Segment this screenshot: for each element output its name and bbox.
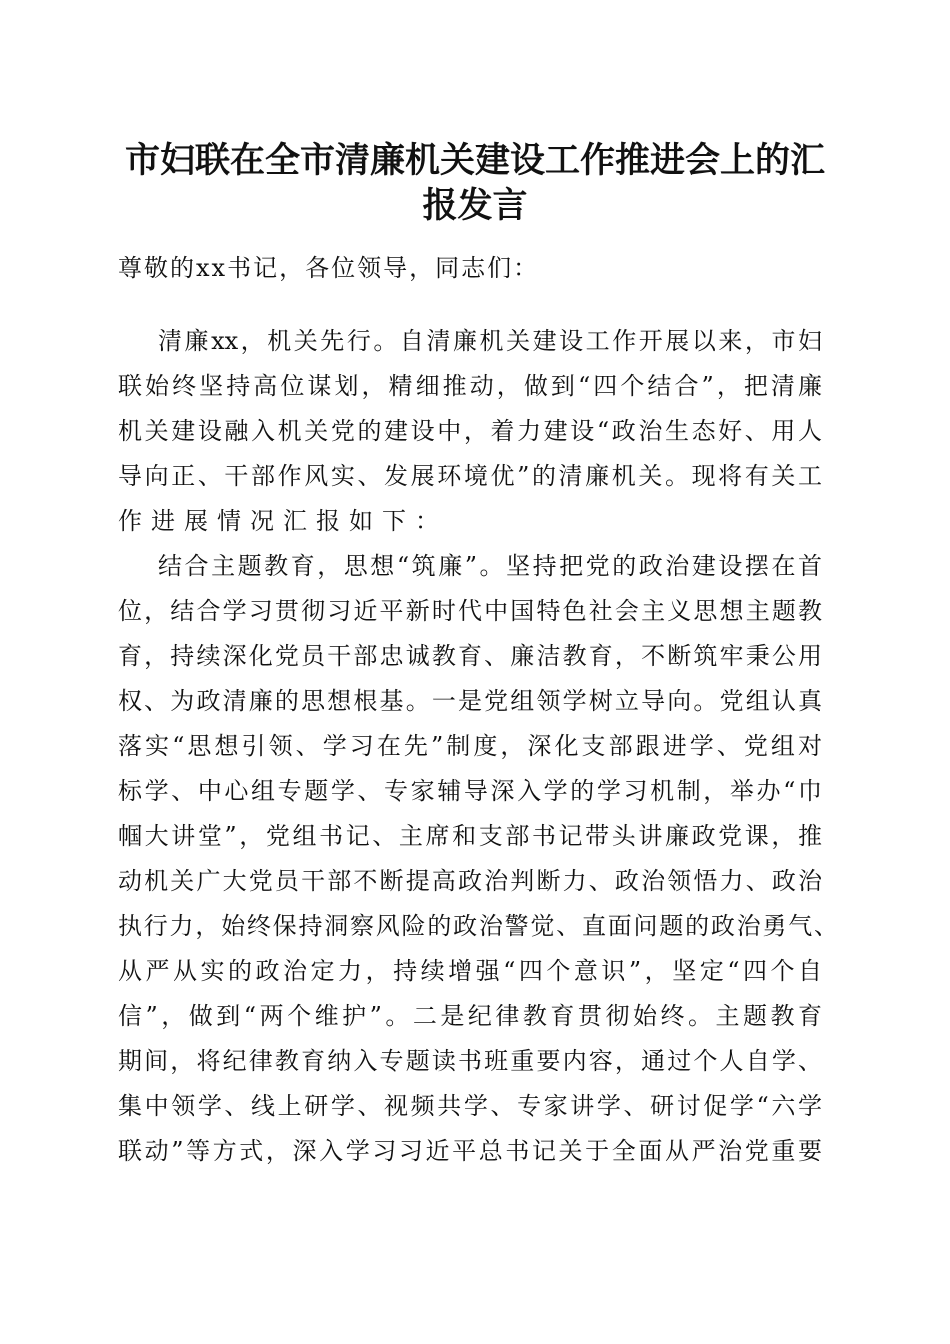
paragraph-2-line: 权、为政清廉的思想根基。一是党组领学树立导向。党组认真 xyxy=(118,687,822,715)
paragraph-1-line: 联始终坚持高位谋划，精细推动，做到“四个结合”，把清廉 xyxy=(118,372,822,400)
paragraph-2-line: 结合主题教育，思想“筑廉”。坚持把党的政治建设摆在首 xyxy=(158,552,822,580)
paragraph-2-line: 帼大讲堂”，党组书记、主席和支部书记带头讲廉政党课，推 xyxy=(118,822,822,850)
paragraph-2-line: 落实“思想引领、学习在先”制度，深化支部跟进学、党组对 xyxy=(118,732,822,760)
paragraph-2-line: 期间，将纪律教育纳入专题读书班重要内容，通过个人自学、 xyxy=(118,1047,822,1075)
paragraph-1-line: 导向正、干部作风实、发展环境优”的清廉机关。现将有关工 xyxy=(118,462,822,490)
paragraph-2-line: 育，持续深化党员干部忠诚教育、廉洁教育，不断筑牢秉公用 xyxy=(118,642,822,670)
paragraph-2-line: 动机关广大党员干部不断提高政治判断力、政治领悟力、政治 xyxy=(118,867,822,895)
paragraph-1-line: 清廉xx，机关先行。自清廉机关建设工作开展以来，市妇 xyxy=(158,327,822,355)
paragraph-2-line: 执行力，始终保持洞察风险的政治警觉、直面问题的政治勇气、 xyxy=(118,912,838,940)
paragraph-2-line: 集中领学、线上研学、视频共学、专家讲学、研讨促学“六学 xyxy=(118,1092,822,1120)
paragraph-1-line: 机关建设融入机关党的建设中，着力建设“政治生态好、用人 xyxy=(118,417,822,445)
paragraph-2-line: 标学、中心组专题学、专家辅导深入学的学习机制，举办“巾 xyxy=(118,777,822,805)
document-title-line-1: 市妇联在全市清廉机关建设工作推进会上的汇 xyxy=(124,140,825,181)
paragraph-2-line: 位，结合学习贯彻习近平新时代中国特色社会主义思想主题教 xyxy=(118,597,822,625)
paragraph-1-line: 作进展情况汇报如下： xyxy=(118,507,448,535)
paragraph-2-line: 从严从实的政治定力，持续增强“四个意识”，坚定“四个自 xyxy=(118,957,822,985)
paragraph-2-line: 联动”等方式，深入学习习近平总书记关于全面从严治党重要 xyxy=(118,1137,822,1165)
document-title-line-2: 报发言 xyxy=(422,185,528,226)
greeting: 尊敬的xx书记，各位领导，同志们： xyxy=(118,254,540,282)
paragraph-2-line: 信”，做到“两个维护”。二是纪律教育贯彻始终。主题教育 xyxy=(118,1002,822,1030)
